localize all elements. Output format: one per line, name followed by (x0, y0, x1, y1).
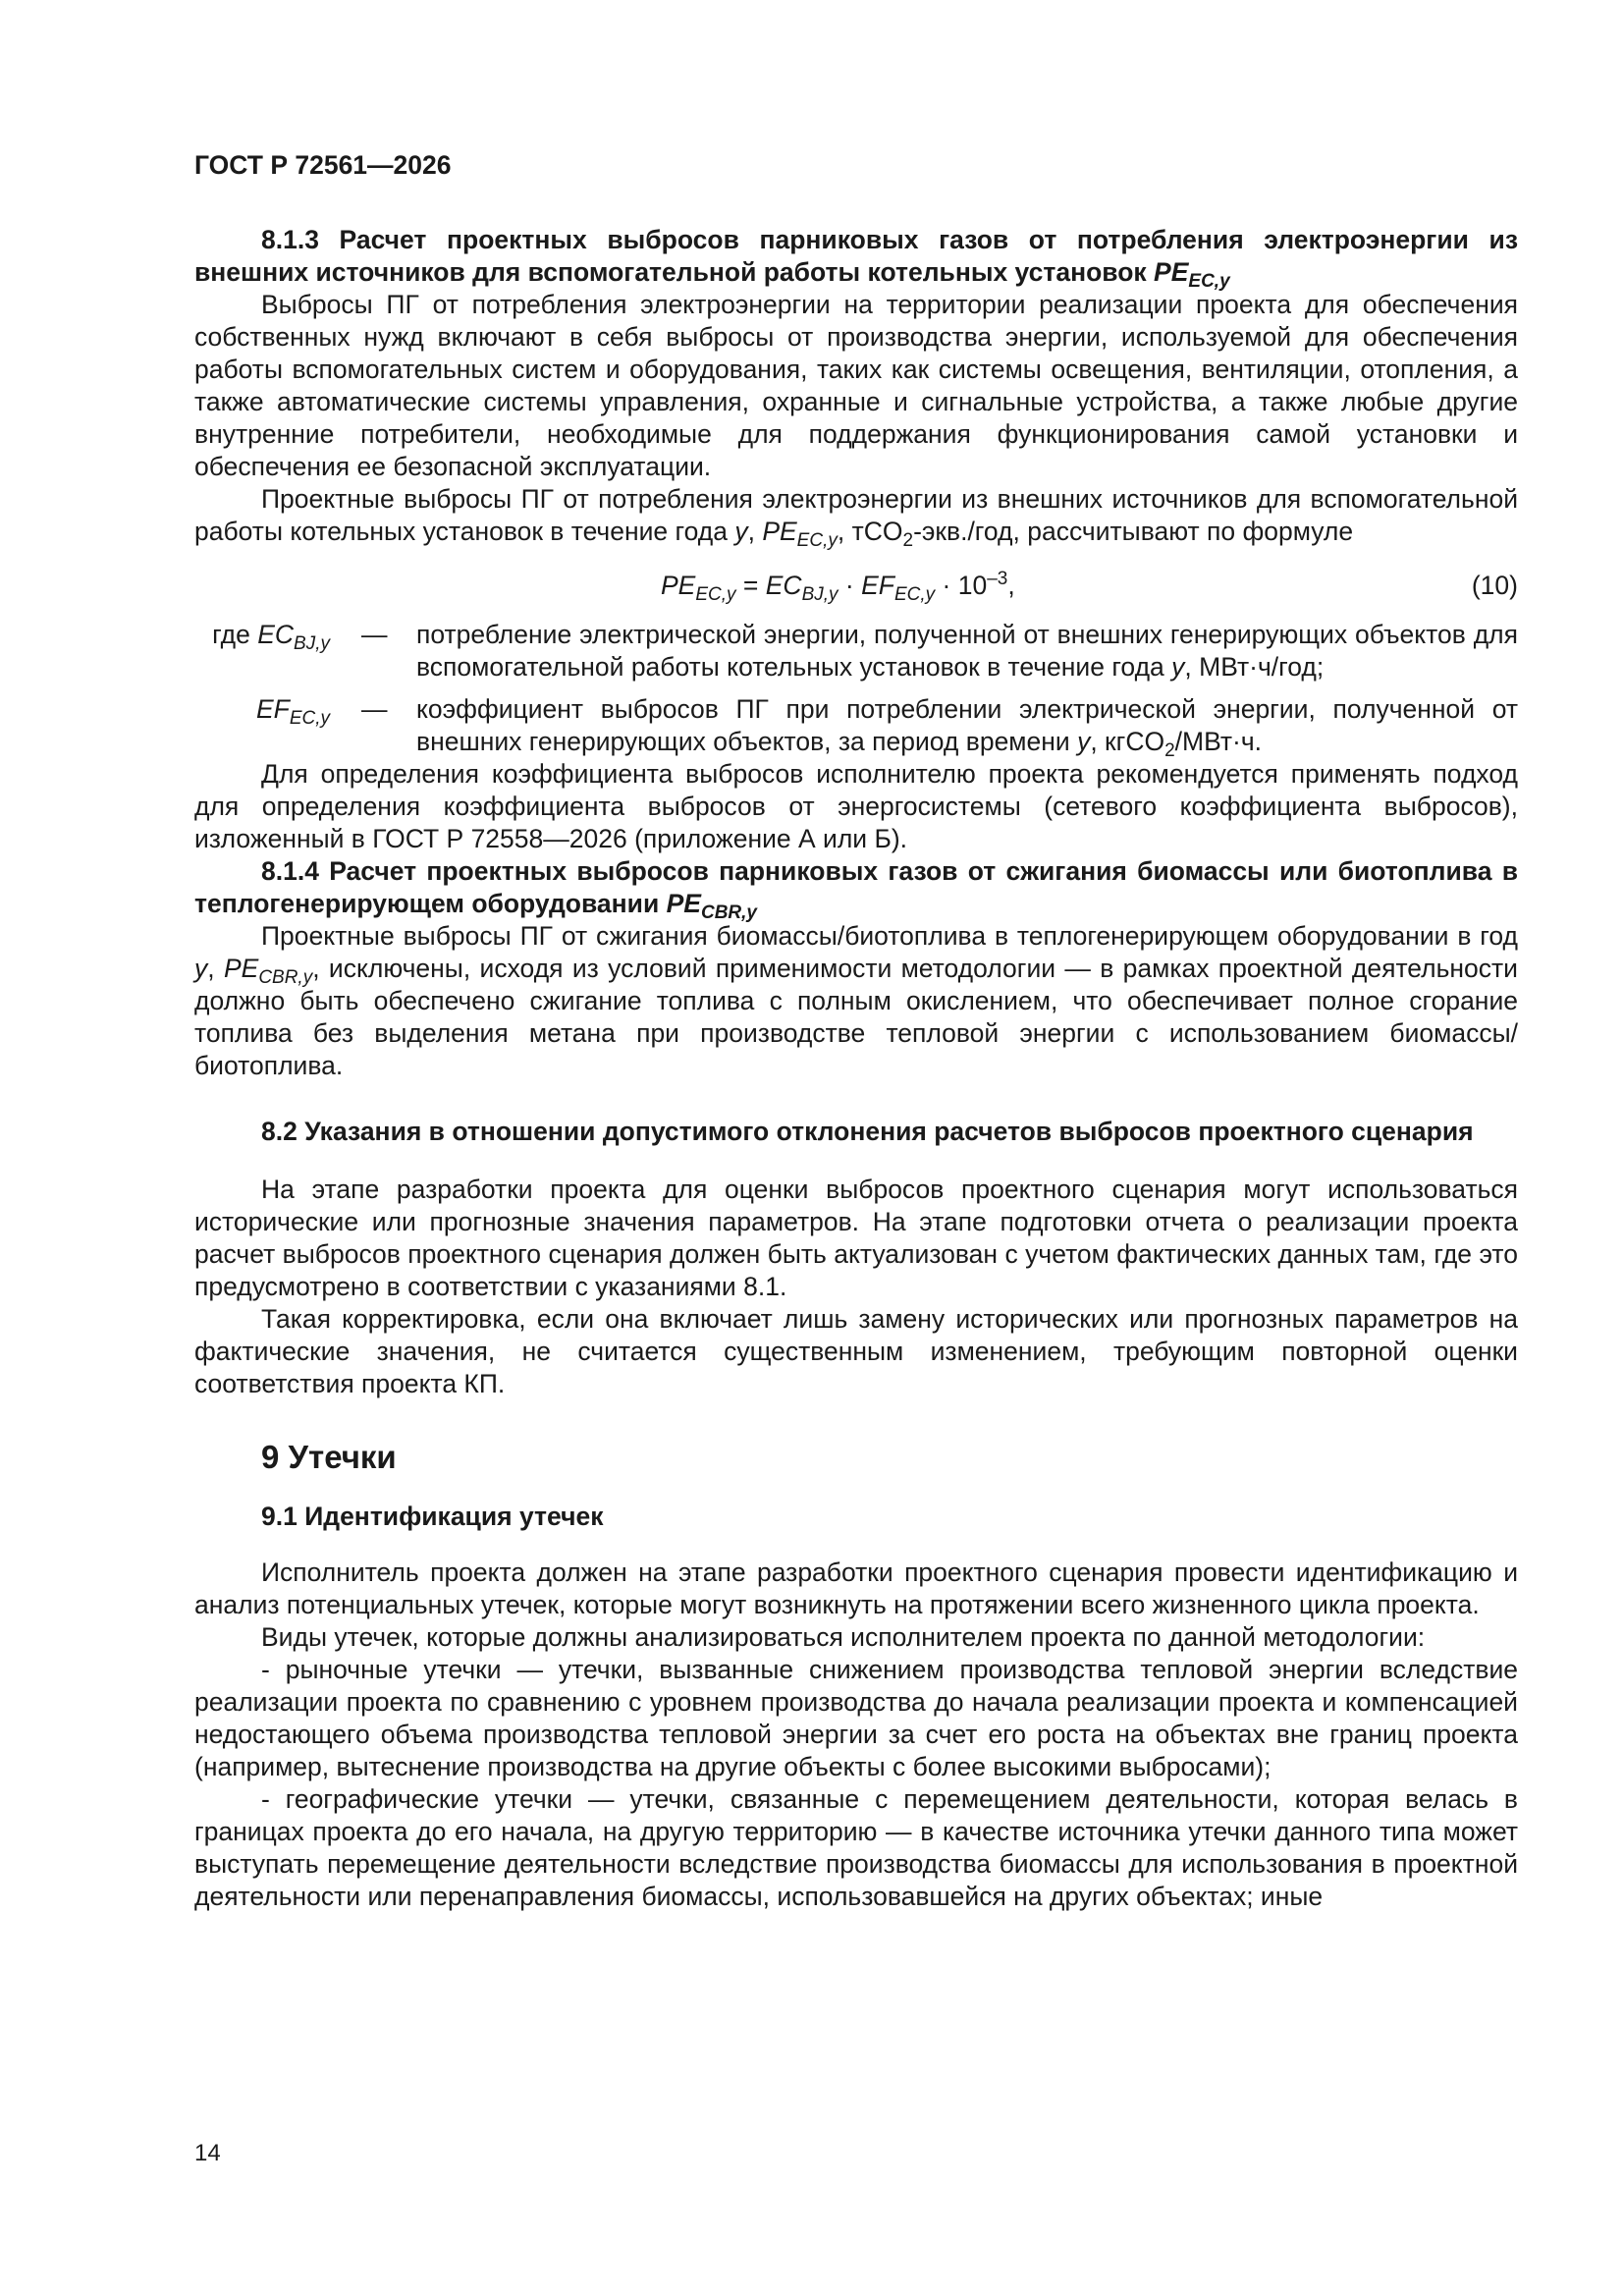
section-8-1-4-paragraph-1: Проектные выбросы ПГ от сжигания биомассы/биотоплива в теплогенерирующем оборудовании в год y, $PE_{CBR,y}$, исключены, исходя из условий применимости методологии — в рамках проектной деятельности должно быть обеспечено сжигание топлива с полным окислением, что обеспечивает полное сгорание топлива без выделения метана при производстве тепловой энергии с использованием биомассы/биотоплива. (194, 921, 1518, 1080)
document-page (194, 0, 1518, 2296)
section-9-1-title: 9.1 Идентификация утечек (261, 1502, 604, 1531)
formula-expression: $PE_{EC,y} = EC_{BJ,y} \cdot EF_{EC,y} \cdot 10^{-3}$, (661, 569, 1015, 605)
section-8-2-paragraph-2: Такая корректировка, если она включает лишь замену исторических или прогнозных параметров на фактические значения, не считается существенным изменением, требующим повторной оценки соответствия проекта КП. (194, 1304, 1518, 1398)
section-8-1-3-title: 8.1.3 Расчет проектных выбросов парниковых газов от потребления электроэнергии из внешних источников для вспомогательной работы котельных установок $PE_{EC,y}$ (194, 225, 1518, 292)
section-9-1-paragraph-1: Исполнитель проекта должен на этапе разработки проектного сценария провести идентификацию и анализ потенциальных утечек, которые могут возникнуть на протяжении всего жизненного цикла проекта. (194, 1558, 1518, 1619)
where-item-ef (194, 693, 1518, 761)
where-dash: — (361, 620, 388, 649)
where-symbol: где $EC_{BJ,y}$ (212, 620, 330, 654)
where-item-ec (194, 619, 1518, 683)
section-9-1-paragraph-3: - рыночные утечки — утечки, вызванные снижением производства тепловой энергии вследствие реализации проекта по сравнению с уровнем производства до начала реализации проекта и компенсацией недостающего объема производства тепловой энергии за счет его роста на объектах вне границ проекта (например, вытеснение производства на другие объекты с более высокими выбросами); (194, 1655, 1518, 1781)
where-dash: — (361, 694, 388, 724)
section-8-2-title: 8.2 Указания в отношении допустимого отклонения расчетов выбросов проектного сценария (261, 1117, 1474, 1146)
section-8-1-3-paragraph-3: Для определения коэффициента выбросов исполнителю проекта рекомендуется применять подход для определения коэффициента выбросов от энергосистемы (сетевого коэффициента выбросов), изложенный в ГОСТ Р 72558—2026 (приложение А или Б). (194, 759, 1518, 853)
where-definition: коэффициент выбросов ПГ при потреблении электрической энергии, полученной от внешних генерирующих объектов, за период времени y, кгCO$_2$/МВт·ч. (416, 694, 1518, 761)
formula-number: (10) (1471, 571, 1518, 600)
section-9-title: 9 Утечки (261, 1439, 397, 1475)
formula-10 (194, 562, 1518, 615)
where-symbol: $EF_{EC,y}$ (255, 694, 330, 729)
where-definition: потребление электрической энергии, полученной от внешних генерирующих объектов для вспомогательной работы котельных установок в течение года y, МВт·ч/год; (416, 620, 1518, 682)
section-8-1-4-title: 8.1.4 Расчет проектных выбросов парниковых газов от сжигания биомассы или биотоплива в теплогенерирующем оборудовании $PE_{CBR,y}$ (194, 856, 1518, 923)
section-9-1-paragraph-2: Виды утечек, которые должны анализироваться исполнителем проекта по данной методологии: (261, 1622, 1426, 1652)
section-8-1-3-paragraph-1: Выбросы ПГ от потребления электроэнергии на территории реализации проекта для обеспечения собственных нужд включают в себя выбросы от производства энергии, используемой для обеспечения работы вспомогательных систем и оборудования, таких как системы освещения, вентиляции, отопления, а также автоматические системы управления, охранные и сигнальные устройства, а также любые другие внутренние потребители, необходимые для поддержания функционирования самой установки и обеспечения ее безопасной эксплуатации. (194, 290, 1518, 481)
page-number: 14 (194, 2140, 221, 2166)
document-header: ГОСТ Р 72561—2026 (194, 150, 452, 180)
section-8-1-3-paragraph-2: Проектные выбросы ПГ от потребления электроэнергии из внешних источников для вспомогательной работы котельных установок в течение года y, $PE_{EC,y}$, тCO$_2$-экв./год, рассчитывают по формуле (194, 484, 1518, 551)
section-8-2-paragraph-1: На этапе разработки проекта для оценки выбросов проектного сценария могут использоваться исторические или прогнозные значения параметров. На этапе подготовки отчета о реализации проекта расчет выбросов проектного сценария должен быть актуализован с учетом фактических данных там, где это предусмотрено в соответствии с указаниями 8.1. (194, 1175, 1518, 1301)
document-body (194, 224, 1518, 1913)
section-9-1-paragraph-4: - географические утечки — утечки, связанные с перемещением деятельности, которая велась в границах проекта до его начала, на другую территорию — в качестве источника утечки данного типа может выступать перемещение деятельности вследствие производства биомассы для использования в проектной деятельности или перенаправления биомассы, использовавшейся на других объектах; иные (194, 1784, 1518, 1911)
